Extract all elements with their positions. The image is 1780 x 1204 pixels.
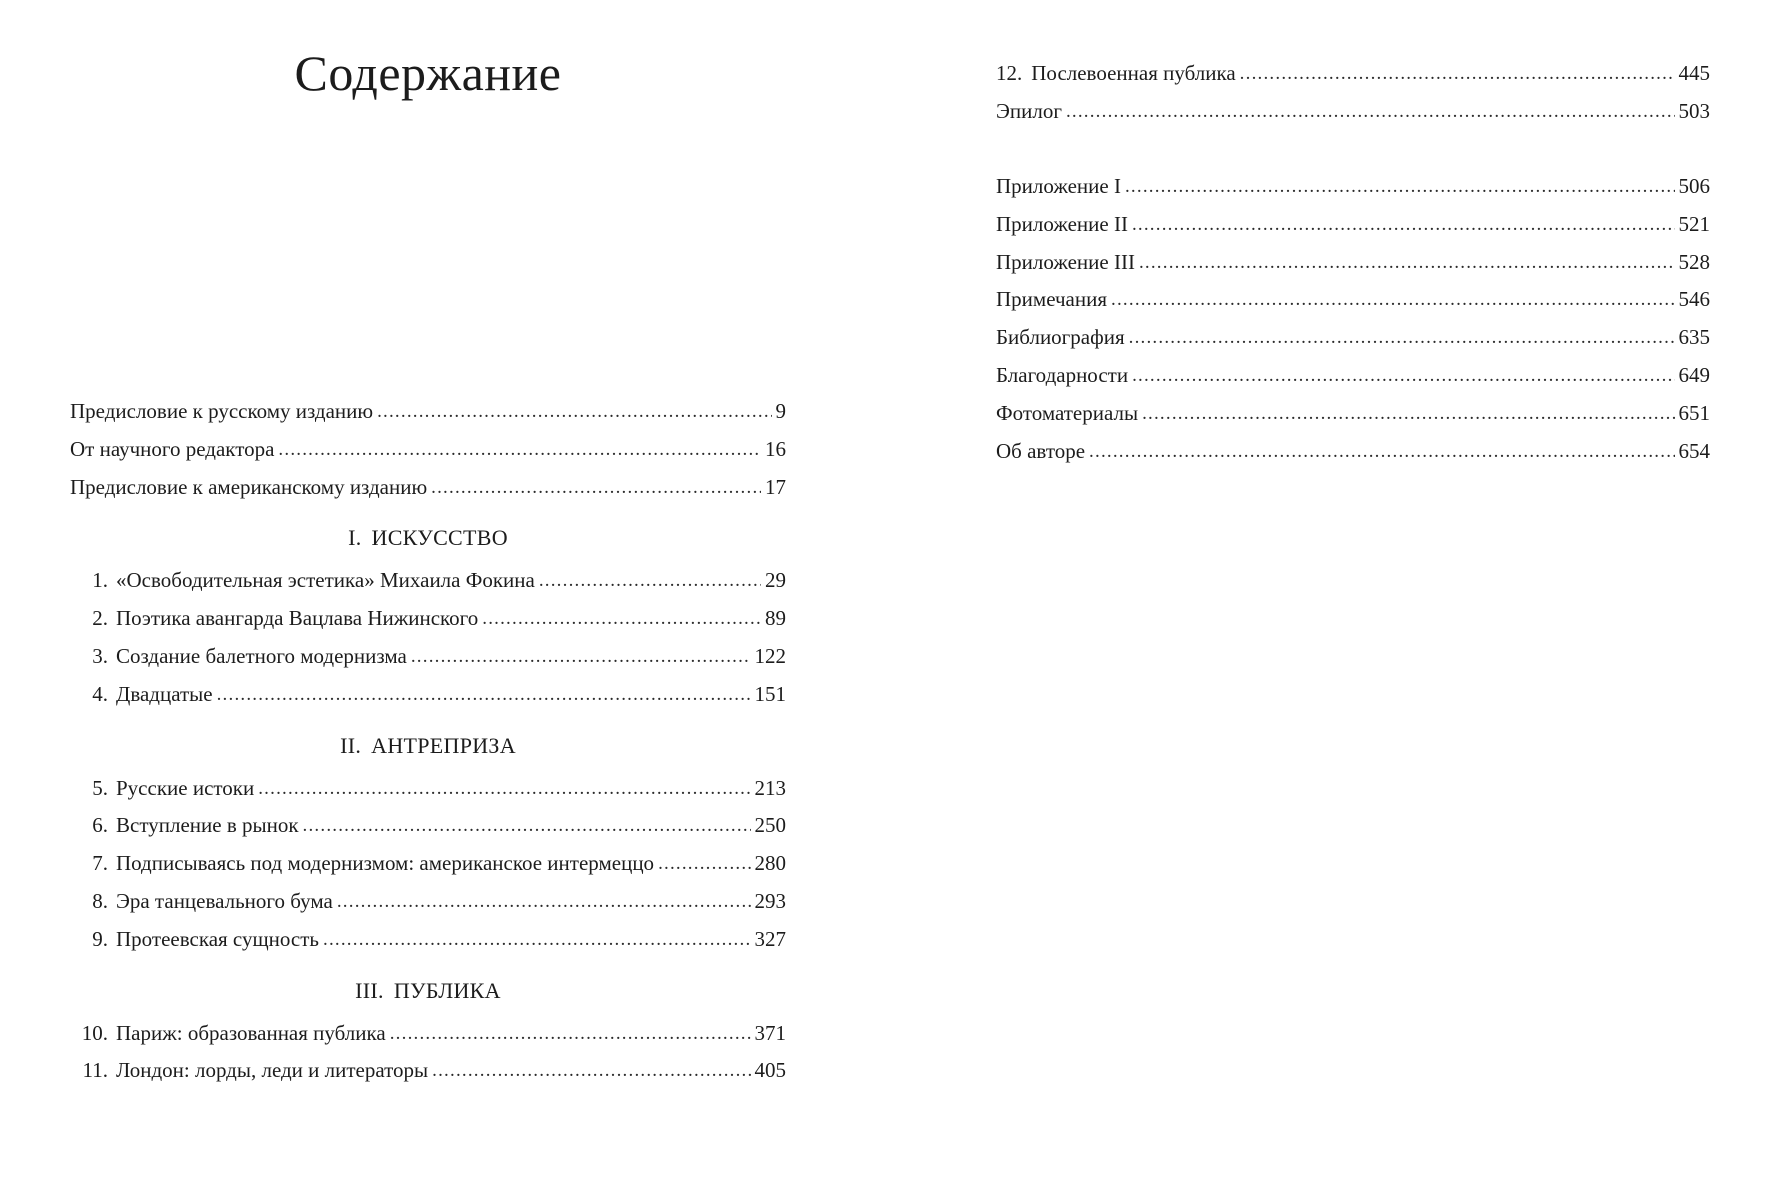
dot-leader <box>1142 394 1674 433</box>
toc-entry-label: Об авторе <box>996 438 1086 463</box>
toc-entry-label: От научного редактора <box>70 436 275 461</box>
part-heading <box>70 714 786 770</box>
toc-title: Содержание <box>294 45 562 101</box>
continued-list <box>996 55 1710 131</box>
chapter-page: 89 <box>765 606 786 631</box>
chapter-number: 12. <box>996 61 1023 85</box>
toc-entry-label: Приложение III <box>996 249 1135 274</box>
toc-entry-page: 506 <box>1678 174 1710 198</box>
chapter-number: 11. <box>82 1058 108 1083</box>
toc-entry[interactable] <box>996 168 1710 206</box>
chapter-title: Создание балетного модернизма <box>116 643 407 668</box>
back-matter-list <box>996 168 1710 470</box>
toc-chapter[interactable] <box>70 562 786 600</box>
toc-chapter[interactable] <box>70 770 786 808</box>
toc-entry-page: 17 <box>765 474 786 499</box>
chapter-title: Русские истоки <box>116 775 255 800</box>
chapter-title: Поэтика авангарда Вацлава Нижинского <box>116 606 479 631</box>
chapter-page: 122 <box>754 643 786 668</box>
part-numeral: II. <box>340 732 362 758</box>
chapter-page: 280 <box>754 851 786 876</box>
toc-entry-label: Эпилог <box>996 98 1062 123</box>
dot-leader <box>323 920 751 959</box>
toc-entry-page: 654 <box>1678 438 1710 463</box>
toc-chapter[interactable] <box>70 807 786 845</box>
toc-entry-label: Приложение I <box>996 174 1121 198</box>
part-numeral: I. <box>348 525 362 551</box>
dot-leader <box>217 675 751 714</box>
toc-entry-label: Предисловие к американскому изданию <box>70 474 428 499</box>
chapter-title: «Освободительная эстетика» Михаила Фокина <box>116 568 535 593</box>
toc-entry-label: Предисловие к русскому изданию <box>70 399 374 423</box>
chapter-page: 371 <box>754 1020 786 1045</box>
toc-entry[interactable] <box>70 393 786 431</box>
toc-entry[interactable] <box>996 281 1710 319</box>
toc-entry[interactable] <box>996 433 1710 471</box>
toc-entry[interactable] <box>996 395 1710 433</box>
dot-leader <box>337 882 751 921</box>
toc-entry-page: 521 <box>1678 211 1710 236</box>
dot-leader <box>377 392 771 431</box>
part-numeral: III. <box>355 977 384 1003</box>
toc-entry-label: Приложение II <box>996 211 1128 236</box>
toc-entry-page: 651 <box>1678 400 1710 425</box>
part-heading <box>70 959 786 1015</box>
toc-entry-page: 649 <box>1678 362 1710 387</box>
left-page <box>70 0 786 1204</box>
dot-leader <box>278 430 761 469</box>
chapter-number: 10. <box>81 1020 108 1045</box>
toc-entry[interactable] <box>996 357 1710 395</box>
toc-chapter[interactable] <box>70 600 786 638</box>
chapter-page: 445 <box>1678 61 1710 85</box>
part-title: ПУБЛИКА <box>393 977 501 1003</box>
chapter-title: Протеевская сущность <box>116 926 319 951</box>
part-title: ИСКУССТВО <box>371 525 508 551</box>
chapter-title: Двадцатые <box>116 681 213 706</box>
chapter-page: 250 <box>754 813 786 838</box>
chapter-number: 8. <box>92 888 108 913</box>
dot-leader <box>539 561 761 600</box>
part-heading <box>70 506 786 562</box>
toc-entry-page: 9 <box>775 399 786 423</box>
dot-leader <box>1111 280 1674 319</box>
chapter-number: 5. <box>92 775 108 800</box>
chapter-number: 6. <box>92 813 108 838</box>
toc-entry-label: Фотоматериалы <box>996 400 1139 425</box>
dot-leader <box>1240 54 1675 93</box>
dot-leader <box>1129 318 1675 357</box>
dot-leader <box>1125 167 1675 206</box>
toc-chapter[interactable] <box>70 1015 786 1053</box>
chapter-number: 3. <box>92 643 108 668</box>
dot-leader <box>658 844 750 883</box>
chapter-title: Лондон: лорды, леди и литераторы <box>116 1058 429 1083</box>
dot-leader <box>1132 356 1674 395</box>
chapter-title: Подписываясь под модернизмом: американское интермеццо <box>116 851 655 876</box>
toc-entry[interactable] <box>996 244 1710 282</box>
dot-leader <box>390 1014 751 1053</box>
toc-entry[interactable] <box>996 206 1710 244</box>
toc-entry-label: Примечания <box>996 287 1108 312</box>
toc-entry-label: Благодарности <box>996 362 1129 387</box>
front-matter-list <box>70 393 786 1090</box>
right-page <box>996 0 1710 1204</box>
chapter-number: 7. <box>92 851 108 876</box>
part-title: АНТРЕПРИЗА <box>371 732 516 758</box>
toc-entry[interactable] <box>996 319 1710 357</box>
chapter-number: 1. <box>92 568 108 593</box>
toc-entry-page: 635 <box>1678 325 1710 350</box>
dot-leader <box>1139 243 1675 282</box>
toc-entry-page: 16 <box>765 436 786 461</box>
toc-chapter[interactable] <box>70 883 786 921</box>
dot-leader <box>432 1051 750 1090</box>
dot-leader <box>1066 92 1675 131</box>
chapter-number: 2. <box>92 606 108 631</box>
dot-leader <box>431 468 761 507</box>
dot-leader <box>482 599 761 638</box>
toc-entry-label: Библиография <box>996 325 1125 350</box>
toc-entry[interactable] <box>996 93 1710 131</box>
chapter-title: Эра танцевального бума <box>116 888 333 913</box>
toc-entry[interactable] <box>70 469 786 507</box>
toc-entry[interactable] <box>70 431 786 469</box>
toc-chapter[interactable] <box>70 638 786 676</box>
dot-leader <box>1132 205 1675 244</box>
dot-leader <box>1089 432 1674 471</box>
toc-entry-page: 528 <box>1678 249 1710 274</box>
chapter-number: 9. <box>92 926 108 951</box>
chapter-page: 405 <box>754 1058 786 1083</box>
chapter-title: Послевоенная публика <box>1031 61 1236 85</box>
chapter-page: 293 <box>754 888 786 913</box>
chapter-page: 151 <box>754 681 786 706</box>
toc-chapter[interactable] <box>70 845 786 883</box>
toc-entry-page: 546 <box>1678 287 1710 312</box>
chapter-title: Париж: образованная публика <box>116 1020 386 1045</box>
chapter-page: 29 <box>765 568 786 593</box>
dot-leader <box>303 806 751 845</box>
chapter-title: Вступление в рынок <box>116 813 299 838</box>
toc-chapter[interactable] <box>70 1052 786 1090</box>
toc-entry-page: 503 <box>1678 98 1710 123</box>
toc-chapter[interactable] <box>996 55 1710 93</box>
dot-leader <box>411 637 751 676</box>
chapter-page: 327 <box>754 926 786 951</box>
toc-chapter[interactable] <box>70 676 786 714</box>
chapter-number: 4. <box>92 681 108 706</box>
dot-leader <box>258 769 750 808</box>
chapter-page: 213 <box>754 775 786 800</box>
toc-chapter[interactable] <box>70 921 786 959</box>
